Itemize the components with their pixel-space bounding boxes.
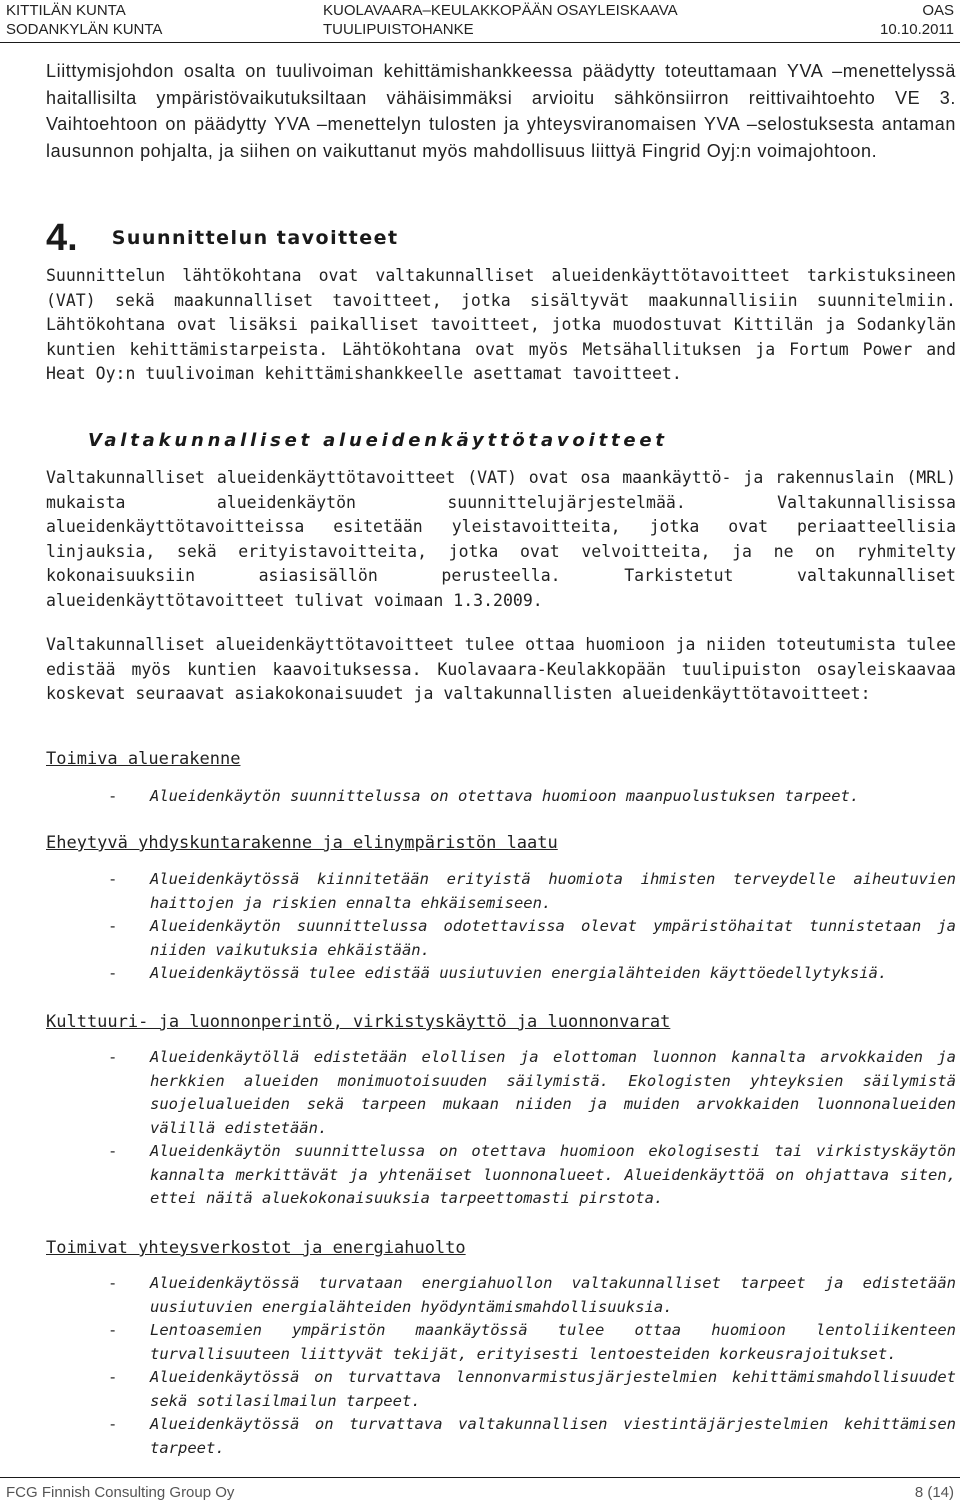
- list-item: - Alueidenkäytössä tulee edistää uusiutuvien energialähteiden käyttöedellytyksiä.: [108, 964, 888, 982]
- group-title-yhteysverkostot-energiahuolto: Toimivat yhteysverkostot ja energiahuolto: [46, 1238, 466, 1258]
- list-item: - Alueidenkäytön suunnittelussa on otettava huomioon maanpuolustuksen tarpeet.: [108, 787, 860, 805]
- header-date: 10.10.2011: [880, 21, 954, 38]
- list-item: - Lentoasemien ympäristön maankäytössä tulee ottaa huomioon lentoliikenteen turvallisuuteen liittyvät tekijät, erityisesti lentoesteiden korkeusrajoitukset.: [108, 1321, 956, 1363]
- group-list-toimiva-aluerakenne: [46, 785, 956, 809]
- header-divider: [0, 42, 960, 43]
- header-project-name: TUULIPUISTOHANKE: [323, 21, 474, 38]
- group-title-eheytyva-yhdyskuntarakenne: Eheytyvä yhdyskuntarakenne ja elinympäristön laatu: [46, 833, 558, 853]
- section-number: 4.: [46, 217, 78, 259]
- list-item: - Alueidenkäytön suunnittelussa odotettavissa olevat ympäristöhaitat tunnistetaan ja niiden vaikutuksia ehkäistään.: [108, 917, 956, 959]
- list-item: - Alueidenkäytössä kiinnitetään erityistä huomiota ihmisten terveydelle aiheutuvien haittojen ja riskien ennalta ehkäisemiseen.: [108, 870, 956, 912]
- intro-paragraph: Liittymisjohdon osalta on tuulivoiman kehittämishankkeessa päädytty toteuttamaan YVA –menettelyssä haitallisilta ympäristövaikutuksiltaan vähäisimmäksi arvioitu sähkönsiirron reittivaihtoehto VE 3. Vaihtoehtoon on päädytty YVA –menettelyn tulosten ja yhteysviranomaisen YVA –selostuksesta antaman lausunnon pohjalta, ja siihen on vaikuttanut myös mahdollisuus liittyä Fingrid Oyj:n voimajohtoon.: [46, 61, 956, 161]
- list-item: - Alueidenkäytöllä edistetään elollisen ja elottoman luonnon kannalta arvokkaiden ja herkkien alueiden monimuotoisuuden säilymistä. Ekologisten yhteyksien säilymistä suojelualueiden sekä tarpeen mukaan niiden ja muiden arvokkaiden luonnonalueiden välillä edistetään.: [108, 1048, 956, 1137]
- footer-company: FCG Finnish Consulting Group Oy: [6, 1484, 235, 1501]
- footer-divider: [0, 1477, 960, 1478]
- section-heading: [46, 218, 399, 258]
- group-list-kulttuuri-luonnonperinto: [46, 1046, 956, 1211]
- header-right: [880, 1, 954, 39]
- header-municipality-1: KITTILÄN KUNTA: [6, 2, 126, 19]
- header-left: [6, 1, 162, 39]
- vat-heading: Valtakunnalliset alueidenkäyttötavoitteet: [88, 430, 668, 451]
- header-plan-name: KUOLAVAARA–KEULAKKOPÄÄN OSAYLEISKAAVA: [323, 2, 678, 19]
- section-paragraph: Suunnittelun lähtökohtana ovat valtakunnalliset alueidenkäyttötavoitteet tarkistuksineen (VAT) sekä maakunnalliset tavoitteet, jotka sisältyvät maakunnallisiin suunnitelmiin. Lähtökohtana ovat lisäksi paikalliset tavoitteet, jotka muodostuvat Kittilän ja Sodankylän kuntien kehittämistarpeista. Lähtökohtana ovat myös Metsähallituksen ja Fortum Power and Heat Oy:n tuulivoiman kehittämishankkeelle asettamat tavoitteet.: [46, 266, 956, 383]
- page-footer: [6, 1484, 954, 1501]
- list-item: - Alueidenkäytön suunnittelussa on otettava huomioon ekologisesti tai virkistyskäytön kannalta merkittävät ja yhtenäiset luonnonalueet. Alueidenkäyttöä on ohjattava siten, ettei näitä aluekokonaisuuksia tarpeettomasti pirstota.: [108, 1142, 956, 1207]
- group-title-toimiva-aluerakenne: Toimiva aluerakenne: [46, 749, 241, 769]
- footer-page-number: 8 (14): [914, 1484, 954, 1501]
- header-municipality-2: SODANKYLÄN KUNTA: [6, 21, 163, 38]
- group-list-yhteysverkostot-energiahuolto: [46, 1272, 956, 1460]
- vat-paragraph-1: Valtakunnalliset alueidenkäyttötavoitteet (VAT) ovat osa maankäyttö- ja rakennuslain (MRL) mukaista alueidenkäytön suunnittelujärjestelmää. Valtakunnallisissa alueidenkäyttötavoitteissa esitetään yleistavoitteita, jotka ovat periaatteellisia linjauksia, sekä erityistavoitteita, jotka ovat velvoitteita, ja ne on ryhmitelty kokonaisuuksiin asiasisällön perusteella. Tarkistetut valtakunnalliset alueidenkäyttötavoitteet tulivat voimaan 1.3.2009.: [46, 468, 956, 610]
- group-title-kulttuuri-luonnonperinto: Kulttuuri- ja luonnonperintö, virkistyskäyttö ja luonnonvarat: [46, 1012, 671, 1032]
- section-title: Suunnittelun tavoitteet: [111, 227, 399, 249]
- list-item: - Alueidenkäytössä on turvattava lennonvarmistusjärjestelmien kehittämismahdollisuudet sekä sotilasilmailun tarpeet.: [108, 1368, 956, 1410]
- vat-paragraph-2: Valtakunnalliset alueidenkäyttötavoitteet tulee ottaa huomioon ja niiden toteutumista tulee edistää myös kuntien kaavoituksessa. Kuolavaara-Keulakkopään tuulipuiston osayleiskaavaa koskevat seuraavat asiakokonaisuudet ja valtakunnallisten alueidenkäyttötavoitteet:: [46, 635, 956, 703]
- header-center: [323, 1, 678, 39]
- group-list-eheytyva-yhdyskuntarakenne: [46, 868, 956, 986]
- header-doc-type: OAS: [922, 2, 954, 19]
- list-item: - Alueidenkäytössä on turvattava valtakunnallisen viestintäjärjestelmien kehittämisen tarpeet.: [108, 1415, 956, 1457]
- list-item: - Alueidenkäytössä turvataan energiahuollon valtakunnalliset tarpeet ja edistetään uusiutuvien energialähteiden hyödyntämismahdollisuuksia.: [108, 1274, 956, 1316]
- page-header: [0, 0, 960, 40]
